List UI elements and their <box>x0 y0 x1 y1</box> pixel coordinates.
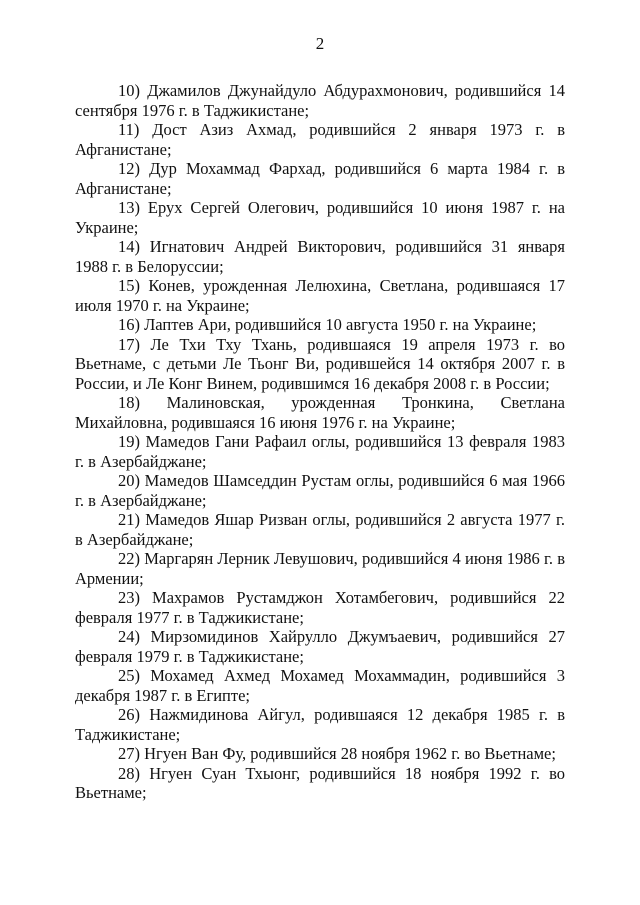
list-item-18: 18) Малиновская, урожденная Тронкина, Светлана Михайловна, родившаяся 16 июня 1976 г. на Украине; <box>75 393 565 432</box>
list-item-17: 17) Ле Тхи Тху Тхань, родившаяся 19 апреля 1973 г. во Вьетнаме, с детьми Ле Тьонг Ви, родившейся 14 октября 2007 г. в России, и Ле Конг Винем, родившимся 16 декабря 2008 г. в России; <box>75 334 565 393</box>
list-item-11: 11) Дост Азиз Ахмад, родившийся 2 января 1973 г. в Афганистане; <box>75 120 565 159</box>
list-item-15: 15) Конев, урожденная Лелюхина, Светлана, родившаяся 17 июля 1970 г. на Украине; <box>75 276 565 315</box>
list-item-20: 20) Мамедов Шамседдин Рустам оглы, родившийся 6 мая 1966 г. в Азербайджане; <box>75 471 565 510</box>
list-item-16: 16) Лаптев Ари, родившийся 10 августа 1950 г. на Украине; <box>118 315 537 334</box>
list-item-19: 19) Мамедов Гани Рафаил оглы, родившийся 13 февраля 1983 г. в Азербайджане; <box>75 432 565 471</box>
list-item-10: 10) Джамилов Джунайдуло Абдурахмонович, родившийся 14 сентября 1976 г. в Таджикистане; <box>75 81 565 120</box>
page-number: 2 <box>315 34 325 53</box>
list-item-28: 28) Нгуен Суан Тхыонг, родившийся 18 ноября 1992 г. во Вьетнаме; <box>75 763 565 802</box>
list-item-23: 23) Махрамов Рустамджон Хотамбегович, родившийся 22 февраля 1977 г. в Таджикистане; <box>75 588 565 627</box>
list-item-25: 25) Мохамед Ахмед Мохамед Мохаммадин, родившийся 3 декабря 1987 г. в Египте; <box>75 666 565 705</box>
list-item-12: 12) Дур Мохаммад Фархад, родившийся 6 марта 1984 г. в Афганистане; <box>75 159 565 198</box>
decree-list <box>75 81 565 803</box>
list-item-13: 13) Ерух Сергей Олегович, родившийся 10 июня 1987 г. на Украине; <box>75 198 565 237</box>
list-item-24: 24) Мирзомидинов Хайрулло Джумъаевич, родившийся 27 февраля 1979 г. в Таджикистане; <box>75 627 565 666</box>
list-item-26: 26) Нажмидинова Айгул, родившаяся 12 декабря 1985 г. в Таджикистане; <box>75 705 565 744</box>
list-item-14: 14) Игнатович Андрей Викторович, родившийся 31 января 1988 г. в Белоруссии; <box>75 237 565 276</box>
list-item-21: 21) Мамедов Яшар Ризван оглы, родившийся 2 августа 1977 г. в Азербайджане; <box>75 510 565 549</box>
list-item-22: 22) Маргарян Лерник Левушович, родившийся 4 июня 1986 г. в Армении; <box>75 549 565 588</box>
list-item-27: 27) Нгуен Ван Фу, родившийся 28 ноября 1962 г. во Вьетнаме; <box>118 744 556 763</box>
